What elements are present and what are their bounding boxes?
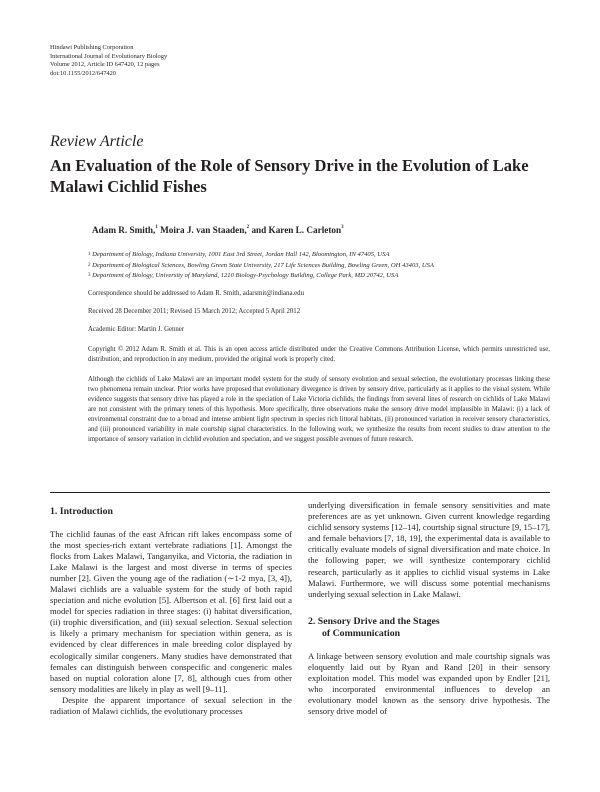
section-heading-line: 2. Sensory Drive and the Stages <box>308 615 440 627</box>
author-list <box>92 225 344 235</box>
copyright-notice: Copyright © 2012 Adam R. Smith et al. This is an open access article distributed under the Creative Commons Attribution License, which permits unrestricted use, distribution, and reproduction in any medium, provided the original work is properly cited. <box>88 346 550 363</box>
journal-line: International Journal of Evolutionary Biology <box>50 52 168 60</box>
author-name: and Karen L. Carleton <box>251 225 342 235</box>
body-paragraph: A linkage between sensory evolution and male courtship signals was eloquently laid out by Ryan and Rand [20] in their sensory exploitation model. This model was expanded upon by Endler [21], who incorporated environmental influences to develop an evolutionary model known as the sensory drive hypothesis. The sensory drive model of <box>308 650 550 717</box>
left-column <box>50 500 292 717</box>
right-column <box>308 500 550 717</box>
section-heading-sensory-drive <box>308 616 550 641</box>
affiliation-text: Department of Biology, University of Maryland, 1210 Biology-Psychology Building, College Park, MD 20742, USA <box>92 272 399 279</box>
author-name: Adam R. Smith, <box>92 225 156 235</box>
article-type: Review Article <box>50 133 144 150</box>
article-title: An Evaluation of the Role of Sensory Drive in the Evolution of Lake Malawi Cichlid Fishes <box>50 156 529 196</box>
section-heading-introduction: 1. Introduction <box>50 506 113 517</box>
affiliation-item <box>88 261 434 272</box>
abstract: Although the cichlids of Lake Malawi are an important model system for the study of sensory evolution and sexual selection, the evolutionary processes linking these two phenomena remain unclear. Prior works have proposed that evolutionary divergence is driven by sensory drive, particularly as it applies to the visual system. While evidence suggests that sensory drive has played a role in the speciation of Lake Victoria cichlids, the findings from several lines of research on cichlids of Lake Malawi are not consistent with the primary tenets of this hypothesis. More specifically, three observations make the sensory drive model implausible in Malawi: (i) a lack of environmental constraint due to a broad and intense ambient light spectrum in species rich littoral habitats, (ii) pronounced variation in receiver sensory characteristics, and (iii) pronounced variability in male courtship signal characteristics. In the following work, we synthesize the results from recent studies to draw attention to the importance of sensory variation in cichlid evolution and speciation, and we suggest possible avenues of future research. <box>88 376 550 443</box>
correspondence-line: Correspondence should be addressed to Adam R. Smith, adarsmit@indiana.edu <box>88 290 304 297</box>
author-name: Moira J. van Staaden, <box>160 225 247 235</box>
affiliation-item <box>88 250 434 261</box>
doi-line: doi:10.1155/2012/647420 <box>50 69 116 77</box>
volume-line: Volume 2012, Article ID 647420, 12 pages <box>50 61 160 69</box>
author-affiliation-mark: 2 <box>246 225 250 230</box>
body-paragraph: The cichlid faunas of the east African rift lakes encompass some of the most species-rich extant vertebrate radiations [1]. Amongst the flocks from Lakes Malawi, Tanganyika, and Victoria, the radiation in Lake Malawi is the largest and most diverse in terms of species number [2]. Given the young age of the radiation (∼1-2 mya, [3, 4]), Malawi cichlids are a valuable system for the study of both rapid speciation and niche evolution [5]. Albertson et al. [6] first laid out a model for species radiation in three stages: (i) habitat diversification, (ii) trophic diversification, and (iii) sexual selection. Sexual selection is likely a primary mechanism for speciation within genera, as is evidenced by clear differences in male breeding color displayed by ecologically similar congeners. Many studies have demonstrated that females can distinguish between conspecific and congeneric males based on nuptial coloration alone [7, 8], although cues from other sensory modalities are likely in play as well [9–11]. <box>50 528 292 694</box>
affiliation-list <box>88 250 434 282</box>
author-affiliation-mark: 1 <box>155 225 158 230</box>
affiliation-text: Department of Biology, Indiana University, 1001 East 3rd Street, Jordan Hall 142, Bloomington, IN 47405, USA <box>92 251 390 258</box>
affiliation-mark: 2 <box>88 262 91 268</box>
body-paragraph: underlying diversification in female sensory sensitivities and mate preferences are as yet unknown. Given current knowledge regarding cichlid sensory systems [12–14], courtship signal structure [9, 15–17], and female behaviors [7, 18, 19], the experimental data is available to critically evaluate models of signal diversification and mate choice. In the following paper, we will synthesize contemporary cichlid research, particularly as it applies to cichlid visual systems in Lake Malawi. Furthermore, we will discuss some potential mechanisms underlying sexual selection in Lake Malawi. <box>308 500 550 599</box>
affiliation-item <box>88 271 434 282</box>
affiliation-text: Department of Biological Sciences, Bowling Green State University, 217 Life Sciences Building, Bowling Green, OH 43403, USA <box>92 261 434 269</box>
editor-line: Academic Editor: Martin J. Genner <box>88 326 185 333</box>
affiliation-mark: 1 <box>88 252 91 257</box>
author-affiliation-mark: 3 <box>341 225 344 230</box>
section-divider <box>50 492 550 493</box>
body-paragraph: Despite the apparent importance of sexual selection in the radiation of Malawi cichlids, the evolutionary processes <box>50 694 292 716</box>
dates-line: Received 28 December 2011; Revised 15 March 2012; Accepted 5 April 2012 <box>88 308 301 315</box>
section-heading-line: of Communication <box>322 628 401 640</box>
publication-header <box>50 44 167 78</box>
affiliation-mark: 3 <box>88 273 91 278</box>
publisher-line: Hindawi Publishing Corporation <box>50 44 134 51</box>
